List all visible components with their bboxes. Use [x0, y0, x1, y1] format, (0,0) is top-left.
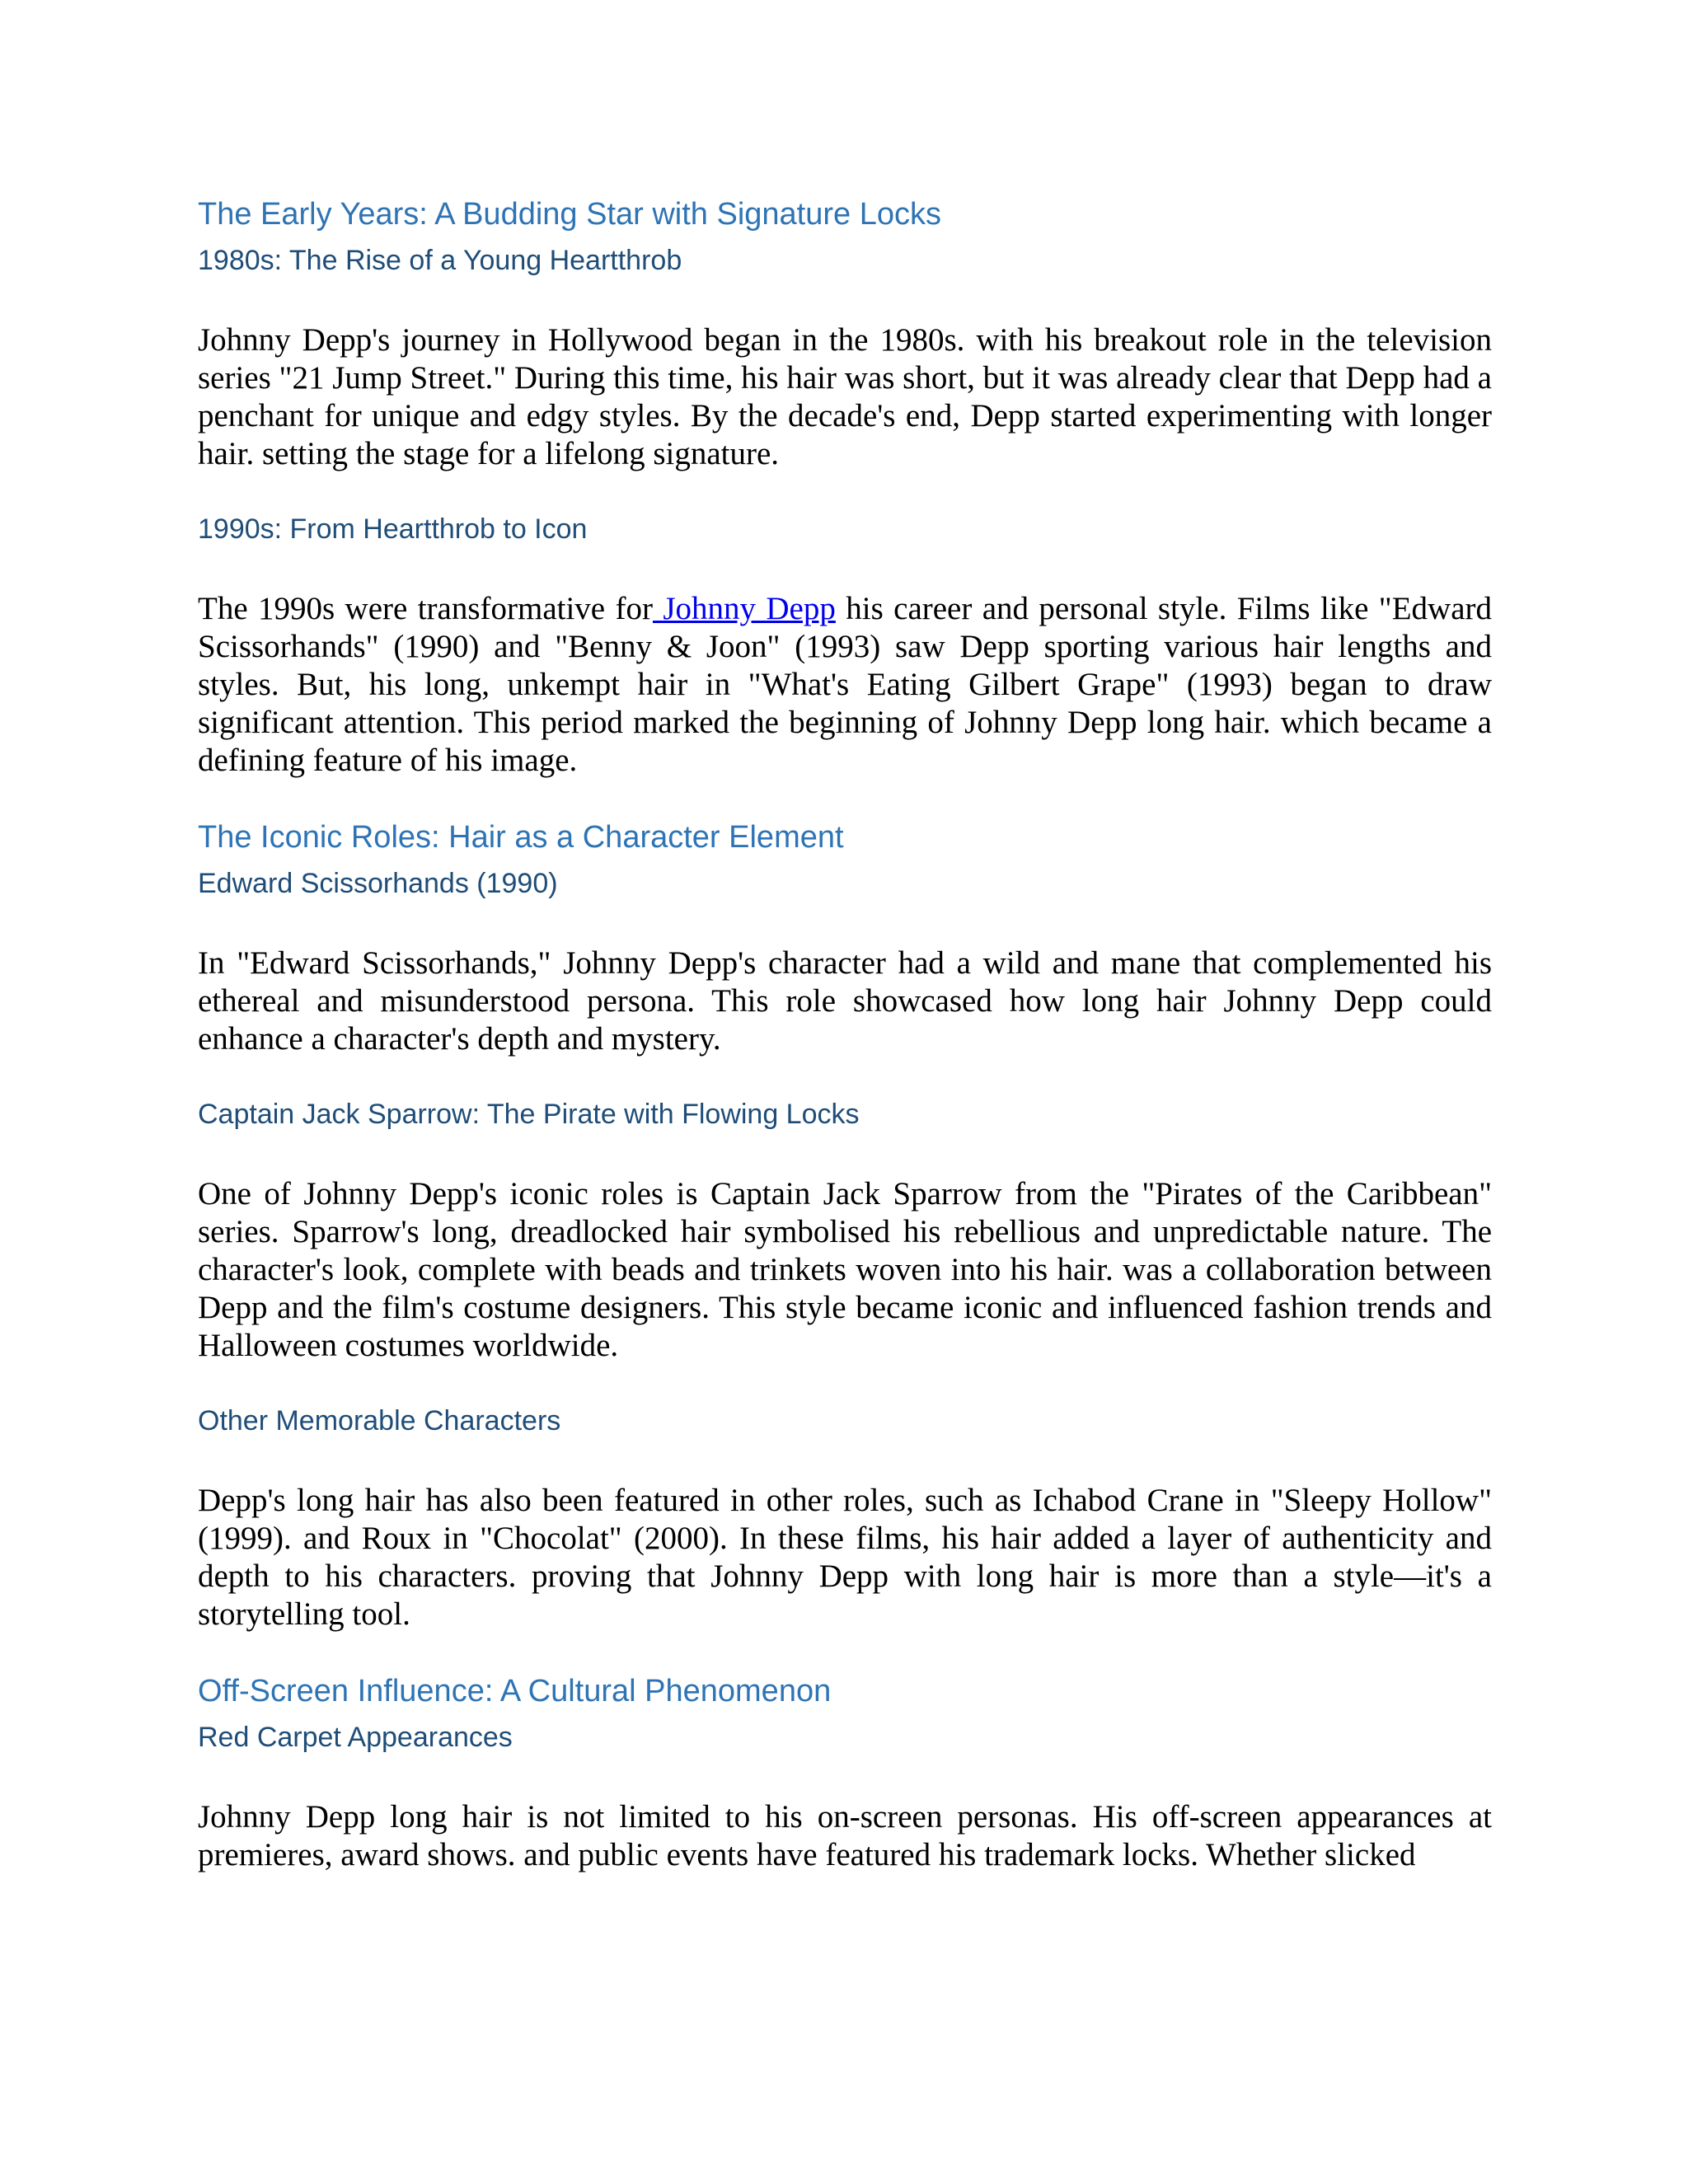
section-heading-early-years: The Early Years: A Budding Star with Signature Locks	[198, 197, 941, 232]
paragraph-1980s: Johnny Depp's journey in Hollywood began in the 1980s. with his breakout role in the television series "21 Jump Street." During this time, his hair was short, but it was already clear that Depp had a penchant for unique and edgy styles. By the decade's end, Depp started experimenting with longer hair. setting the stage for a lifelong signature.	[198, 322, 1492, 471]
paragraph-edward-scissorhands: In "Edward Scissorhands," Johnny Depp's character had a wild and mane that complemented his ethereal and misunderstood persona. This role showcased how long hair Johnny Depp could enhance a character's depth and mystery.	[198, 945, 1492, 1057]
subheading-1990s: 1990s: From Heartthrob to Icon	[198, 513, 588, 545]
paragraph-other-characters: Depp's long hair has also been featured in other roles, such as Ichabod Crane in "Sleepy Hollow" (1999). and Roux in "Chocolat" (2000). In these films, his hair added a layer of authenticity and depth to his characters. proving that Johnny Depp with long hair is more than a style—it's a storytelling tool.	[198, 1483, 1492, 1632]
document-page	[198, 193, 1492, 1910]
paragraph-1990s-text-start: The 1990s were transformative for	[198, 591, 653, 626]
subheading-red-carpet: Red Carpet Appearances	[198, 1722, 513, 1753]
paragraph-1990s-text-end: his career and personal style. Films like "Edward Scissorhands" (1990) and "Benny & Joon" (1993) saw Depp sporting various hair lengths and styles. But, his long, unkempt hair in "What's Eating Gilbert Grape" (1993) began to draw significant attention. This period marked the beginning of Johnny Depp long hair. which became a defining feature of his image.	[198, 591, 1492, 778]
paragraph-1990s	[198, 590, 1492, 780]
subheading-1980s: 1980s: The Rise of a Young Heartthrob	[198, 245, 682, 276]
paragraph-red-carpet: Johnny Depp long hair is not limited to his on-screen personas. His off-screen appearances at premieres, award shows. and public events have featured his trademark locks. Whether slicked	[198, 1799, 1492, 1872]
subheading-edward-scissorhands: Edward Scissorhands (1990)	[198, 868, 558, 899]
section-heading-iconic-roles: The Iconic Roles: Hair as a Character Element	[198, 820, 844, 855]
section-heading-off-screen: Off-Screen Influence: A Cultural Phenomenon	[198, 1674, 832, 1708]
paragraph-jack-sparrow: One of Johnny Depp's iconic roles is Captain Jack Sparrow from the "Pirates of the Caribbean" series. Sparrow's long, dreadlocked hair symbolised his rebellious and unpredictable nature. The character's look, complete with beads and trinkets woven into his hair. was a collaboration between Depp and the film's costume designers. This style became iconic and influenced fashion trends and Halloween costumes worldwide.	[198, 1176, 1492, 1363]
subheading-other-characters: Other Memorable Characters	[198, 1405, 561, 1436]
subheading-jack-sparrow: Captain Jack Sparrow: The Pirate with Flowing Locks	[198, 1099, 860, 1130]
johnny-depp-link[interactable]: Johnny Depp	[652, 591, 836, 626]
